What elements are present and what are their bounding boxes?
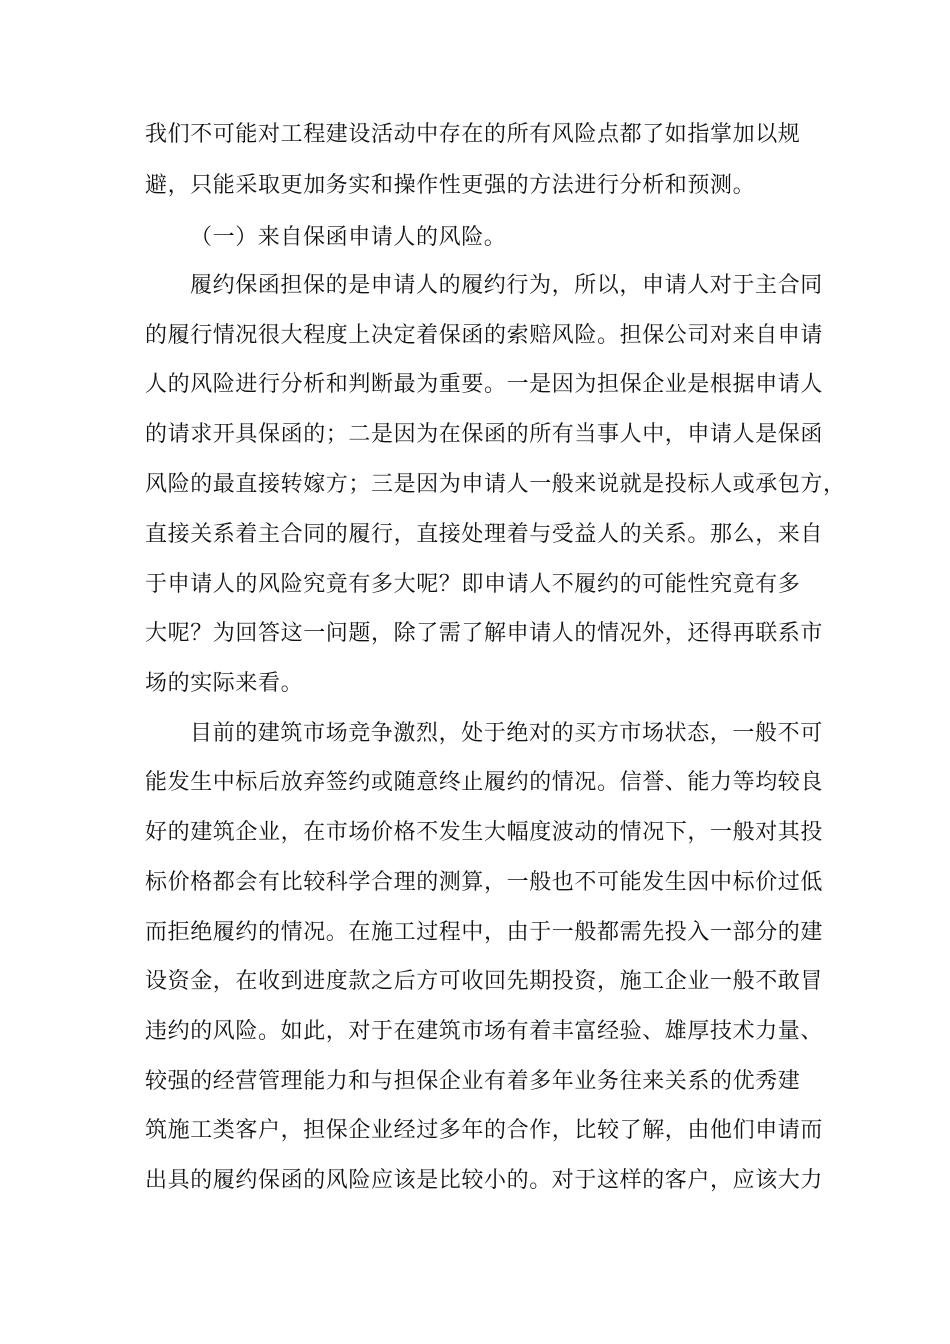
- text-line: 场的实际来看。: [145, 671, 304, 696]
- text-line: 较强的经营管理能力和与担保企业有着多年业务往来关系的优秀建: [145, 1069, 801, 1094]
- text-line: 我们不可能对工程建设活动中存在的所有风险点都了如指掌加以规: [145, 122, 801, 147]
- text-line: 履约保函担保的是申请人的履约行为，所以，申请人对于主合同: [190, 273, 823, 298]
- text-line: 避，只能采取更加务实和操作性更强的方法进行分析和预测。: [145, 173, 756, 198]
- text-line: 违约的风险。如此，对于在建筑市场有着丰富经验、雄厚技术力量、: [145, 1019, 824, 1044]
- text-line: 大呢？为回答这一问题，除了需了解申请人的情况外，还得再联系市: [145, 621, 824, 646]
- text-line: 能发生中标后放弃签约或随意终止履约的情况。信誉、能力等均较良: [145, 770, 824, 795]
- text-line: 标价格都会有比较科学合理的测算，一般也不可能发生因中标价过低: [145, 870, 824, 895]
- text-line: 出具的履约保函的风险应该是比较小的。对于这样的客户，应该大力: [145, 1168, 824, 1193]
- text-line: 的履行情况很大程度上决定着保函的索赔风险。担保公司对来自申请: [145, 323, 824, 348]
- text-line: 设资金，在收到进度款之后方可收回先期投资，施工企业一般不敢冒: [145, 969, 824, 994]
- text-line: 于申请人的风险究竟有多大呢？即申请人不履约的可能性究竟有多: [145, 572, 801, 597]
- text-line: 人的风险进行分析和判断最为重要。一是因为担保企业是根据申请人: [145, 372, 824, 397]
- text-line: 风险的最直接转嫁方；三是因为申请人一般来说就是投标人或承包方，: [145, 472, 846, 497]
- section-heading: （一）来自保函申请人的风险。: [190, 225, 507, 250]
- text-line: 直接关系着主合同的履行，直接处理着与受益人的关系。那么，来自: [145, 522, 824, 547]
- text-line: 而拒绝履约的情况。在施工过程中，由于一般都需先投入一部分的建: [145, 920, 824, 945]
- text-line: 筑施工类客户，担保企业经过多年的合作，比较了解，由他们申请而: [145, 1118, 824, 1143]
- text-line: 的请求开具保函的；二是因为在保函的所有当事人中，申请人是保函: [145, 422, 824, 447]
- text-line: 目前的建筑市场竞争激烈，处于绝对的买方市场状态，一般不可: [190, 721, 823, 746]
- text-line: 好的建筑企业，在市场价格不发生大幅度波动的情况下，一般对其投: [145, 820, 824, 845]
